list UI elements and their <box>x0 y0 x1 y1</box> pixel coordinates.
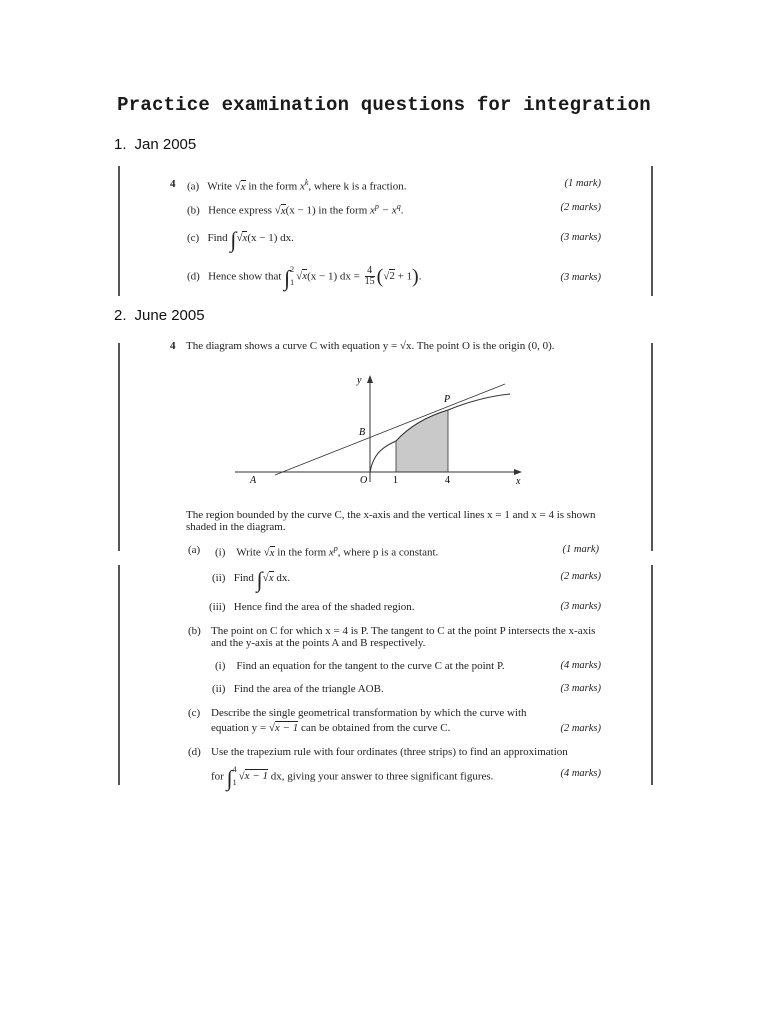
q2-part-aiii <box>209 601 415 613</box>
radicand: x <box>302 270 308 283</box>
text: Find the area of the triangle AOB. <box>233 683 384 695</box>
integral-sign: ∫ <box>226 765 233 791</box>
q1-part-a: (a) Write √x in the form $x^k$, where k is a fraction. <box>187 178 407 193</box>
part-label: (a) <box>187 180 200 193</box>
q1-part-d: (d) Hence show that ∫ 2 1 √x(x − 1) dx = $\frac{4}{15}$ (√2 + 1). <box>187 264 422 291</box>
text: equation y = <box>211 722 269 734</box>
exponent: k <box>304 178 309 187</box>
text: . <box>400 204 404 217</box>
q2-part-aii: (ii) Find ∫√x dx. <box>212 567 291 592</box>
math: x <box>299 180 305 193</box>
section-heading-2 <box>114 307 205 324</box>
lower-limit: 1 <box>290 277 295 287</box>
q2-right-rule-bottom <box>651 565 653 785</box>
q2-number: 4 <box>170 340 176 352</box>
text: , where k is a fraction. <box>308 180 407 193</box>
part-label: (iii) <box>209 601 226 613</box>
q2-part-b-line1: The point on C for which x = 4 is P. The tangent to C at the point P intersects the x-axis <box>211 625 596 637</box>
text: Hence express <box>208 204 275 217</box>
point-b-label: B <box>359 427 366 438</box>
section-month: Jan <box>134 136 159 153</box>
text: in the form <box>245 180 300 193</box>
paren: ) <box>412 265 419 288</box>
text: . <box>287 572 291 584</box>
y-axis-label: y <box>357 375 362 386</box>
q2-d-marks: (4 marks) <box>560 768 601 779</box>
q1-part-b: (b) Hence express √x(x − 1) in the form $x^p - x^q$. <box>187 202 404 217</box>
y-axis-arrow <box>367 375 373 383</box>
q2-aiii-marks: (3 marks) <box>560 601 601 612</box>
text: in the form <box>274 546 329 559</box>
page-title: Practice examination questions for integration <box>117 94 651 116</box>
radicand: x <box>269 546 275 559</box>
text: . <box>418 270 422 283</box>
text: Find an equation for the tangent to the curve C at the point P. <box>236 660 505 672</box>
section-number: 2. <box>114 307 127 324</box>
shaded-region <box>396 410 448 472</box>
radicand: x <box>280 204 286 217</box>
q1-d-marks: (3 marks) <box>560 272 601 283</box>
radicand: x − 1 <box>274 722 299 734</box>
q1-number: 4 <box>170 178 176 190</box>
section-number: 1. <box>114 136 127 153</box>
q2-part-c-line1: Describe the single geometrical transformation by which the curve with <box>211 707 527 719</box>
q2-part-d-label: (d) <box>188 746 201 758</box>
radicand: x <box>242 232 248 244</box>
q2-part-ai: (i) Write √x in the form $x^p$, where p is a constant. <box>215 544 439 559</box>
tick-1-label: 1 <box>393 475 398 486</box>
exponent: q <box>396 202 401 211</box>
math: + 1 <box>394 270 413 283</box>
integral-sign: ∫ <box>256 567 263 592</box>
tick-4-label: 4 <box>445 475 450 486</box>
text: Find <box>233 572 257 584</box>
q2-part-a-label: (a) <box>188 544 201 556</box>
q1-part-c: (c) Find ∫√x(x − 1) dx. <box>187 227 294 252</box>
q2-right-rule-top <box>651 343 653 551</box>
integral-limits <box>290 264 294 290</box>
q2-c-marks: (2 marks) <box>560 723 601 734</box>
tangent-line <box>275 384 505 475</box>
radicand: x <box>268 572 274 584</box>
math: x <box>370 204 375 217</box>
point-p-label: P <box>444 394 451 405</box>
radicand: x <box>240 180 246 193</box>
x-axis-arrow <box>514 469 522 475</box>
part-label: (ii) <box>212 683 226 695</box>
exponent: p <box>374 202 379 211</box>
q2-aii-marks: (2 marks) <box>560 571 601 582</box>
part-label: (d) <box>187 270 200 283</box>
q1-a-marks: (1 mark) <box>564 178 601 189</box>
fraction <box>365 266 375 288</box>
part-label: (c) <box>187 232 200 244</box>
text: dx, giving your answer to three significant figures. <box>267 770 494 783</box>
radicand: x − 1 <box>244 770 268 783</box>
origin-label: O <box>360 475 368 486</box>
text: Find <box>207 232 231 244</box>
radicand: 2 <box>389 270 395 283</box>
section-year: 2005 <box>162 136 197 153</box>
upper-limit: 2 <box>290 265 295 274</box>
integral-sign: ∫ <box>284 265 291 291</box>
text: Write <box>207 180 235 193</box>
curve-diagram <box>230 370 530 490</box>
exponent: p <box>333 544 338 553</box>
text: Hence show that <box>208 270 285 283</box>
text: in the form <box>315 204 371 217</box>
upper-limit: 4 <box>232 765 237 774</box>
point-a-label: A <box>250 475 257 486</box>
q2-ai-marks: (1 mark) <box>562 544 599 555</box>
text: Hence find the area of the shaded region. <box>233 601 415 613</box>
part-label: (b) <box>187 204 200 217</box>
q2-bi-marks: (4 marks) <box>560 660 601 671</box>
x-axis-label: x <box>516 476 521 487</box>
integral-sign: ∫ <box>230 227 237 252</box>
math: (x − 1) dx = <box>307 270 363 283</box>
part-label: (i) <box>215 660 226 672</box>
text: for <box>211 770 227 783</box>
q2-part-c-label: (c) <box>188 707 201 719</box>
q2-intro: The diagram shows a curve C with equation y = √x. The point O is the origin (0, 0). <box>186 340 555 352</box>
section-month: June <box>134 307 168 324</box>
q2-part-b-line2: and the y-axis at the points A and B respectively. <box>211 637 426 649</box>
q2-part-d-line2: for ∫ 4 1 √x − 1 dx, giving your answer to three significant figures. <box>211 765 494 791</box>
text: can be obtained from the curve C. <box>298 722 451 734</box>
part-label: (ii) <box>212 572 226 584</box>
lower-limit: 1 <box>232 777 237 787</box>
q2-part-c-line2: equation y = √x − 1 can be obtained from the curve C. <box>211 722 451 734</box>
q2-part-d-line1: Use the trapezium rule with four ordinates (three strips) to find an approximation <box>211 746 568 758</box>
section-year: 2005 <box>171 307 205 324</box>
integral-limits <box>233 764 237 790</box>
q2-bii-marks: (3 marks) <box>560 683 601 694</box>
q1-b-marks: (2 marks) <box>560 202 601 213</box>
q1-left-rule <box>118 166 120 296</box>
math: (x − 1) <box>285 204 316 217</box>
q1-right-rule <box>651 166 653 296</box>
text: Write <box>236 546 264 559</box>
text: . <box>291 232 294 244</box>
q2-region-line1: The region bounded by the curve C, the x-axis and the vertical lines x = 1 and x = 4 is shown <box>186 509 596 521</box>
q2-region-line2: shaded in the diagram. <box>186 521 286 533</box>
math: dx <box>273 572 288 584</box>
q2-part-bi <box>215 660 505 672</box>
numerator: 4 <box>367 264 373 276</box>
denominator: 15 <box>364 276 375 288</box>
q1-c-marks: (3 marks) <box>560 232 601 243</box>
math: (x − 1) dx <box>247 232 292 244</box>
q2-part-bii <box>212 683 384 695</box>
part-label: (i) <box>215 546 226 559</box>
section-heading-1 <box>114 136 196 153</box>
math: x <box>328 546 334 559</box>
q2-part-b-label: (b) <box>188 625 201 637</box>
paren: ( <box>376 265 384 288</box>
q2-left-rule-top <box>118 343 120 551</box>
text: , where p is a constant. <box>337 546 439 559</box>
q2-left-rule-bottom <box>118 565 120 785</box>
math: − x <box>378 204 397 217</box>
